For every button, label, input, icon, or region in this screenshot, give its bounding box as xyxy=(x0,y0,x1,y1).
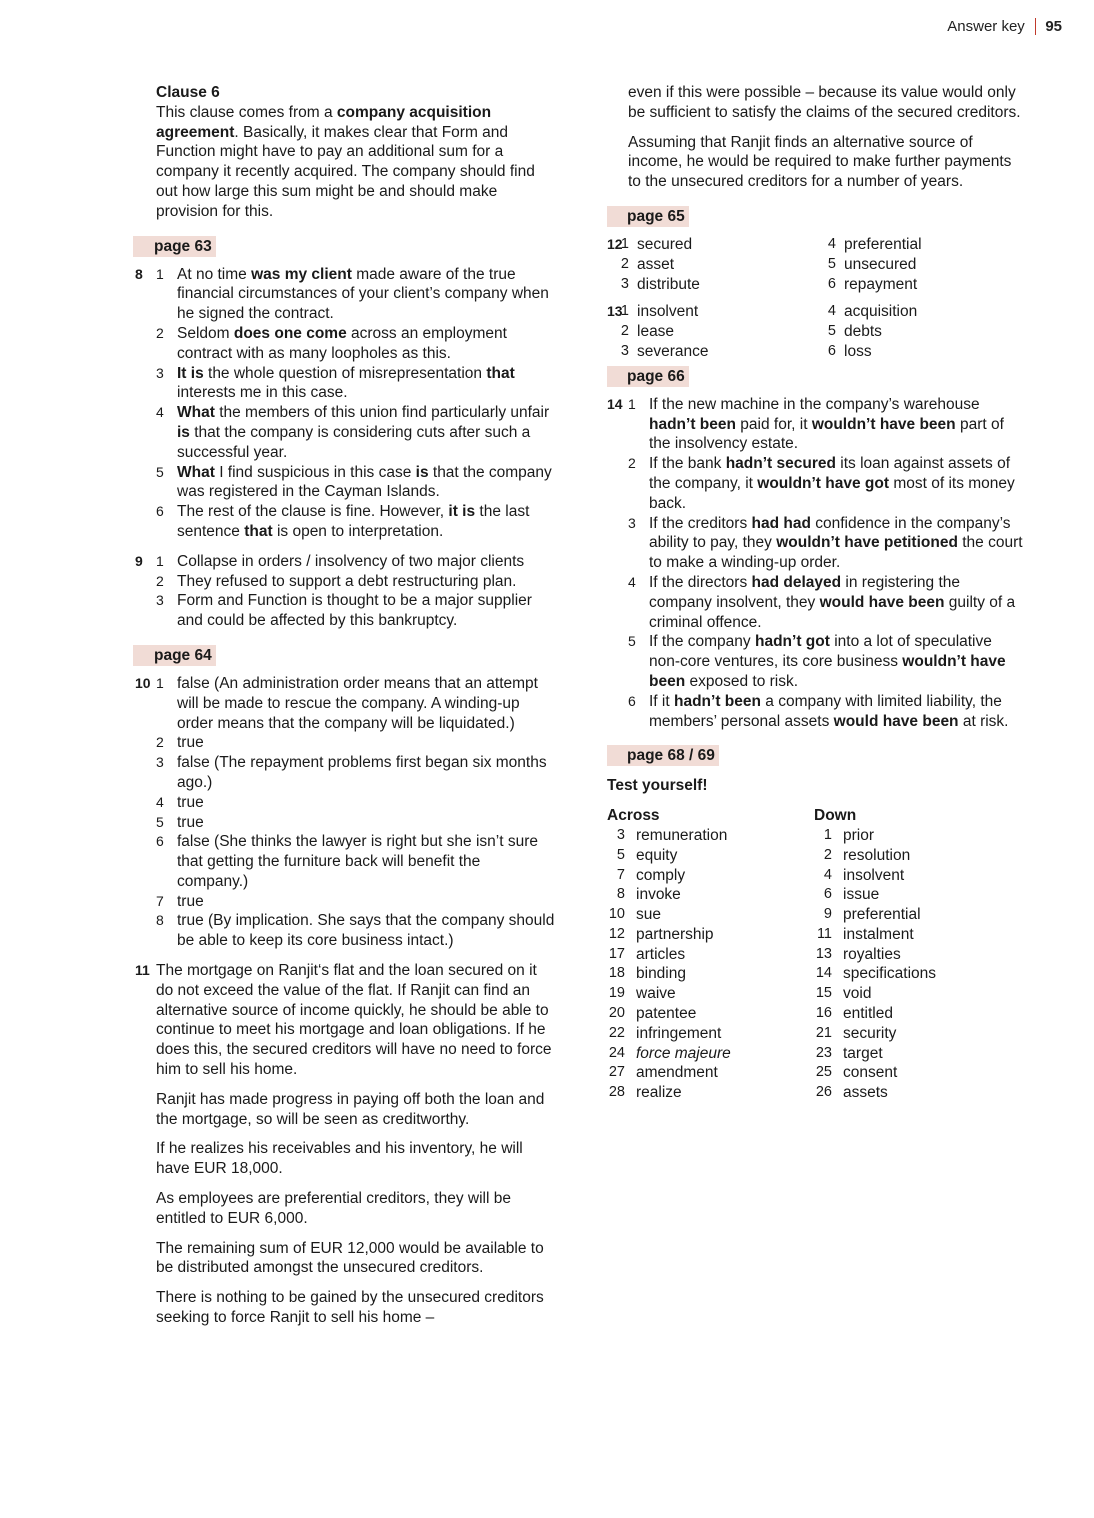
clue-number: 8 xyxy=(616,886,625,903)
clue-number: 15 xyxy=(815,985,832,1002)
clue-number: 4 xyxy=(823,866,832,883)
answer-word: comply xyxy=(636,866,686,884)
answer-paragraph: There is nothing to be gained by the unsecured creditors seeking to force Ranjit to sell his home – xyxy=(156,1289,544,1327)
answer-word: resolution xyxy=(843,846,911,864)
answer-text: guilty of a criminal offence. xyxy=(649,593,1016,631)
answer-text: exposed to risk. xyxy=(685,672,799,690)
answer-text: most of its money back. xyxy=(649,474,1015,512)
item-number: 3 xyxy=(628,514,636,531)
down-list xyxy=(814,806,1014,1103)
answer-item xyxy=(607,275,814,295)
answer-item xyxy=(156,892,555,912)
answer-item xyxy=(156,502,555,542)
exercise-number: 13 xyxy=(607,303,623,320)
answer-text: Seldom xyxy=(177,324,234,342)
exercise-number: 12 xyxy=(607,235,623,252)
item-word: unsecured xyxy=(844,255,917,273)
answer-text: They refused to support a debt restructuring plan. xyxy=(177,572,517,590)
down-answer xyxy=(814,945,1014,965)
answer-word: waive xyxy=(636,985,676,1003)
item-word: distribute xyxy=(637,275,700,293)
running-header xyxy=(947,17,1062,37)
item-number: 6 xyxy=(827,275,836,292)
across-answer xyxy=(607,1024,814,1044)
answer-word: force majeure xyxy=(636,1044,731,1062)
clue-number: 19 xyxy=(608,985,625,1002)
bold-answer: wouldn’t have been xyxy=(649,653,1006,690)
answer-text: If the new machine in the company’s warehouse xyxy=(649,395,980,413)
item-number: 1 xyxy=(620,235,629,252)
item-number: 2 xyxy=(156,324,164,341)
bold-answer: wouldn’t have got xyxy=(757,474,890,492)
item-word: debts xyxy=(844,323,882,341)
answer-text: false (An administration order means that an attempt will be made to rescue the company. A winding-up order means that the company will be liquidated.) xyxy=(177,674,538,732)
clue-number: 23 xyxy=(815,1044,832,1061)
answer-word: binding xyxy=(636,965,686,983)
answer-text: a company with limited liability, the members’ personal assets xyxy=(649,692,1002,730)
answer-word: articles xyxy=(636,945,686,963)
answer-word: sue xyxy=(636,906,661,924)
answer-item xyxy=(814,255,1014,275)
right-column xyxy=(607,83,1027,1103)
answer-word: equity xyxy=(636,846,678,864)
exercise-number: 11 xyxy=(135,962,150,979)
answer-word: patentee xyxy=(636,1005,697,1023)
answer-text: true xyxy=(177,813,204,831)
header-divider xyxy=(1035,18,1037,35)
exercise-12 xyxy=(607,235,1027,294)
item-number: 8 xyxy=(156,912,164,929)
bold-answer: wouldn’t have petitioned xyxy=(776,534,958,552)
answer-text: The rest of the clause is fine. However, xyxy=(177,503,449,521)
answer-item xyxy=(156,463,555,503)
answer-text: If the directors xyxy=(649,573,752,591)
clue-number: 13 xyxy=(815,945,832,962)
clue-number: 9 xyxy=(823,906,832,923)
answer-item xyxy=(628,573,1027,632)
answer-text: Form and Function is thought to be a major supplier and could be affected by this bankruptcy. xyxy=(177,592,532,630)
clue-number: 2 xyxy=(823,846,832,863)
answer-paragraph: even if this were possible – because its value would only be sufficient to satisfy the claims of the secured creditors. xyxy=(628,84,1021,121)
exercise-10 xyxy=(135,674,555,951)
across-answer xyxy=(607,1004,814,1024)
item-word: lease xyxy=(637,323,675,341)
across-answer xyxy=(607,846,814,866)
answer-text: made aware of the true financial circumstances of your client’s company when he signed the contract. xyxy=(177,265,549,323)
answer-text: If it xyxy=(649,692,674,710)
answer-item xyxy=(607,342,814,362)
continued-text xyxy=(607,83,1027,192)
item-number: 3 xyxy=(156,364,164,381)
answer-item xyxy=(607,322,814,342)
across-answer xyxy=(607,866,814,886)
answer-item xyxy=(156,552,555,572)
answer-word: remuneration xyxy=(636,826,728,844)
answer-text: true xyxy=(177,734,204,752)
answer-item xyxy=(156,572,555,592)
item-number: 1 xyxy=(628,395,636,412)
item-number: 2 xyxy=(620,255,629,272)
exercise-13 xyxy=(607,302,1027,361)
across-answer xyxy=(607,905,814,925)
item-word: severance xyxy=(637,342,709,360)
bold-answer: would have been xyxy=(833,712,959,730)
clue-number: 21 xyxy=(815,1024,832,1041)
bold-answer: What xyxy=(177,404,215,422)
down-answer xyxy=(814,866,1014,886)
page-66-label: page 66 xyxy=(607,366,689,387)
exercise-number: 9 xyxy=(135,552,143,569)
answer-text: If the creditors xyxy=(649,514,752,532)
answer-text: across an employment contract with as many loopholes as this. xyxy=(177,324,507,362)
answer-item xyxy=(628,395,1027,454)
exercise-9 xyxy=(135,552,555,631)
answer-paragraph: The remaining sum of EUR 12,000 would be available to be distributed amongst the unsecured creditors. xyxy=(156,1239,544,1277)
page-65-label: page 65 xyxy=(607,206,689,227)
clue-number: 17 xyxy=(608,945,625,962)
answer-item xyxy=(156,324,555,364)
clue-number: 20 xyxy=(608,1005,625,1022)
answer-item xyxy=(156,591,555,631)
answer-text: the members of this union find particularly unfair xyxy=(214,404,550,422)
item-number: 7 xyxy=(156,892,164,909)
answer-word: security xyxy=(843,1024,897,1042)
answer-word: amendment xyxy=(636,1064,718,1082)
item-number: 5 xyxy=(156,463,164,480)
item-number: 5 xyxy=(827,323,836,340)
down-answer xyxy=(814,905,1014,925)
exercise-11 xyxy=(135,961,555,1328)
exercise-number: 14 xyxy=(607,395,623,412)
answer-item xyxy=(814,275,1014,295)
answer-text: that the company was registered in the Cayman Islands. xyxy=(177,463,552,501)
left-column xyxy=(135,83,555,1338)
clause-6-title: Clause 6 xyxy=(156,84,220,101)
answer-item xyxy=(814,322,1014,342)
answer-item xyxy=(156,832,555,891)
answer-item xyxy=(156,911,555,951)
answer-item xyxy=(156,753,555,793)
exercise-number: 8 xyxy=(135,265,143,282)
item-number: 3 xyxy=(156,592,164,609)
bold-answer: hadn’t been xyxy=(673,692,761,710)
bold-answer: had had xyxy=(751,514,811,532)
answer-text: that the company is considering cuts after such a successful year. xyxy=(177,423,531,461)
answer-item xyxy=(607,255,814,275)
item-word: repayment xyxy=(844,275,918,293)
answer-text: If the bank xyxy=(649,455,726,473)
answer-text: confidence in the company’s ability to pay, they xyxy=(649,514,1011,552)
answer-text: Collapse in orders / insolvency of two major clients xyxy=(177,552,525,570)
clue-number: 11 xyxy=(816,925,832,942)
bold-answer: wouldn’t have been xyxy=(811,415,956,433)
item-number: 6 xyxy=(827,342,836,359)
answer-text: interests me in this case. xyxy=(177,384,348,402)
answer-text: If the company xyxy=(649,633,755,651)
across-list xyxy=(607,806,814,1103)
answer-word: issue xyxy=(843,886,880,904)
answer-item xyxy=(156,793,555,813)
answer-text: into a lot of speculative non-core ventures, its core business xyxy=(649,633,992,671)
page-68-69-label: page 68 / 69 xyxy=(607,745,719,766)
bold-answer: that xyxy=(486,364,515,382)
bold-answer: would have been xyxy=(819,593,945,611)
item-number: 2 xyxy=(620,323,629,340)
answer-paragraph: Ranjit has made progress in paying off both the loan and the mortgage, so will be seen as creditworthy. xyxy=(156,1090,545,1128)
clue-number: 28 xyxy=(608,1084,625,1101)
item-number: 4 xyxy=(628,573,636,590)
across-answer xyxy=(607,945,814,965)
clue-number: 12 xyxy=(608,925,625,942)
page-64-label: page 64 xyxy=(133,645,216,666)
exercise-14 xyxy=(607,395,1027,732)
bold-answer: hadn’t secured xyxy=(725,455,836,473)
down-answer xyxy=(814,1063,1014,1083)
test-yourself-heading: Test yourself! xyxy=(607,777,708,795)
section-title: Answer key xyxy=(947,18,1025,35)
clue-number: 7 xyxy=(616,866,625,883)
across-answer xyxy=(607,1063,814,1083)
clue-number: 14 xyxy=(815,965,832,982)
answer-item xyxy=(156,813,555,833)
answer-item xyxy=(156,265,555,324)
answer-word: instalment xyxy=(843,925,914,943)
answer-item xyxy=(814,342,1014,362)
answer-item xyxy=(156,733,555,753)
item-word: preferential xyxy=(844,235,922,253)
answer-word: target xyxy=(843,1044,883,1062)
item-number: 2 xyxy=(628,455,636,472)
exercise-8 xyxy=(135,265,555,542)
bold-answer: was my client xyxy=(251,265,352,283)
across-answer xyxy=(607,984,814,1004)
answer-item xyxy=(607,235,814,255)
answer-text: part of the insolvency estate. xyxy=(649,415,1004,453)
clue-number: 16 xyxy=(815,1005,832,1022)
answer-item xyxy=(628,514,1027,573)
answer-text: the whole question of misrepresentation xyxy=(203,364,487,382)
bold-answer: What xyxy=(177,463,215,481)
item-word: acquisition xyxy=(844,303,918,321)
answer-item xyxy=(607,302,814,322)
across-answer xyxy=(607,826,814,846)
answer-text: paid for, it xyxy=(735,415,812,433)
item-number: 1 xyxy=(620,303,629,320)
answer-text: the last sentence xyxy=(177,503,530,540)
item-number: 6 xyxy=(628,692,636,709)
bold-answer: that xyxy=(244,522,273,540)
item-number: 1 xyxy=(156,265,164,282)
item-word: asset xyxy=(637,255,675,273)
answer-word: prior xyxy=(843,826,875,844)
page-63-label: page 63 xyxy=(133,236,216,257)
answer-item xyxy=(156,364,555,404)
down-answer xyxy=(814,826,1014,846)
down-answer xyxy=(814,1044,1014,1064)
answer-text: false (The repayment problems first began six months ago.) xyxy=(177,754,547,791)
answer-word: insolvent xyxy=(843,866,905,884)
clue-number: 3 xyxy=(616,826,625,843)
item-number: 4 xyxy=(827,235,836,252)
answer-word: preferential xyxy=(843,906,921,924)
item-number: 4 xyxy=(827,303,836,320)
answer-paragraph: As employees are preferential creditors, they will be entitled to EUR 6,000. xyxy=(156,1190,511,1227)
answer-word: entitled xyxy=(843,1005,893,1023)
bold-answer: It is xyxy=(177,364,204,382)
answer-text: true (By implication. She says that the company should be able to keep its core business intact.) xyxy=(177,912,555,950)
item-number: 4 xyxy=(156,793,164,810)
item-number: 6 xyxy=(156,503,164,520)
answer-text: true xyxy=(177,892,204,910)
item-number: 4 xyxy=(156,404,164,421)
bold-answer: hadn’t been xyxy=(649,415,736,433)
across-answer xyxy=(607,925,814,945)
bold-answer: it is xyxy=(448,503,476,521)
answer-text: At no time xyxy=(177,265,252,283)
bold-answer: is xyxy=(415,463,429,481)
answer-text: true xyxy=(177,793,204,811)
item-word: secured xyxy=(637,235,693,253)
answer-word: void xyxy=(843,985,872,1003)
item-word: loss xyxy=(844,342,872,360)
answer-word: infringement xyxy=(636,1024,722,1042)
exercise-number: 10 xyxy=(135,674,151,691)
bold-answer: does one come xyxy=(233,324,347,342)
clue-number: 10 xyxy=(608,906,625,923)
down-answer xyxy=(814,1024,1014,1044)
bold-answer: had delayed xyxy=(751,573,842,591)
across-answer xyxy=(607,1044,814,1064)
item-number: 5 xyxy=(827,255,836,272)
across-answer xyxy=(607,964,814,984)
answer-item xyxy=(628,692,1027,732)
across-answer xyxy=(607,1083,814,1103)
clue-number: 5 xyxy=(616,846,625,863)
item-number: 5 xyxy=(156,813,164,830)
down-answer xyxy=(814,984,1014,1004)
down-answer xyxy=(814,846,1014,866)
down-answer xyxy=(814,1083,1014,1103)
down-answer xyxy=(814,925,1014,945)
clue-number: 18 xyxy=(608,965,625,982)
clue-number: 26 xyxy=(815,1084,832,1101)
answer-text: is open to interpretation. xyxy=(272,522,444,540)
clue-number: 24 xyxy=(608,1044,625,1061)
answer-word: realize xyxy=(636,1084,682,1102)
crossword-answers xyxy=(607,806,1027,1103)
item-number: 3 xyxy=(156,754,164,771)
answer-paragraph: Assuming that Ranjit finds an alternative source of income, he would be required to make further payments to the unsecured creditors for a number of years. xyxy=(628,133,1012,191)
answer-word: partnership xyxy=(636,925,714,943)
item-word: insolvent xyxy=(637,303,699,321)
answer-text: in registering the company insolvent, they xyxy=(649,573,961,611)
answer-word: consent xyxy=(843,1064,898,1082)
item-number: 2 xyxy=(156,734,164,751)
item-number: 3 xyxy=(620,342,629,359)
clue-number: 25 xyxy=(815,1064,832,1081)
answer-word: invoke xyxy=(636,886,681,904)
item-number: 3 xyxy=(620,275,629,292)
answer-paragraph: If he realizes his receivables and his inventory, he will have EUR 18,000. xyxy=(156,1140,523,1178)
down-heading: Down xyxy=(814,807,857,825)
answer-word: assets xyxy=(843,1084,888,1102)
item-number: 2 xyxy=(156,572,164,589)
answer-text: the court to make a winding-up order. xyxy=(649,534,1023,572)
item-number: 5 xyxy=(628,633,636,650)
item-number: 1 xyxy=(156,552,164,569)
clause-6-block xyxy=(135,83,555,222)
item-number: 1 xyxy=(156,674,164,691)
answer-paragraph: The mortgage on Ranjit‘s flat and the loan secured on it do not exceed the value of the flat. If Ranjit can find an alternative source of income quickly, he should be able to continue to meet his mortgage and loan obligations. If he does this, the secured creditors will have no need to force him to sell his home. xyxy=(156,962,552,1079)
down-answer xyxy=(814,1004,1014,1024)
down-answer xyxy=(814,964,1014,984)
answer-text: false (She thinks the lawyer is right but she isn’t sure that getting the furniture back will benefit the company.) xyxy=(177,833,538,890)
answer-text: at risk. xyxy=(958,712,1009,730)
clue-number: 1 xyxy=(823,826,832,843)
across-answer xyxy=(607,885,814,905)
answer-item xyxy=(814,302,1014,322)
clause-6-text: This clause comes from a company acquisition agreement. Basically, it makes clear that Form and Function might have to pay an additional sum for a company it recently acquired. The company should find out how large this sum might be and should make provision for this. xyxy=(156,103,535,220)
clue-number: 27 xyxy=(608,1064,625,1081)
answer-item xyxy=(628,454,1027,513)
answer-text: its loan against assets of the company, it xyxy=(649,455,1010,492)
answer-word: royalties xyxy=(843,945,901,963)
answer-item xyxy=(814,235,1014,255)
answer-text: I find suspicious in this case xyxy=(214,463,416,481)
item-number: 6 xyxy=(156,833,164,850)
answer-item xyxy=(156,674,555,733)
clue-number: 22 xyxy=(608,1024,625,1041)
clue-number: 6 xyxy=(823,886,832,903)
down-answer xyxy=(814,885,1014,905)
answer-word: specifications xyxy=(843,965,937,983)
bold-answer: is xyxy=(177,423,190,441)
answer-item xyxy=(156,403,555,462)
across-heading: Across xyxy=(607,807,660,825)
answer-item xyxy=(628,632,1027,691)
page-number: 95 xyxy=(1045,18,1062,35)
bold-answer: hadn’t got xyxy=(754,633,830,651)
